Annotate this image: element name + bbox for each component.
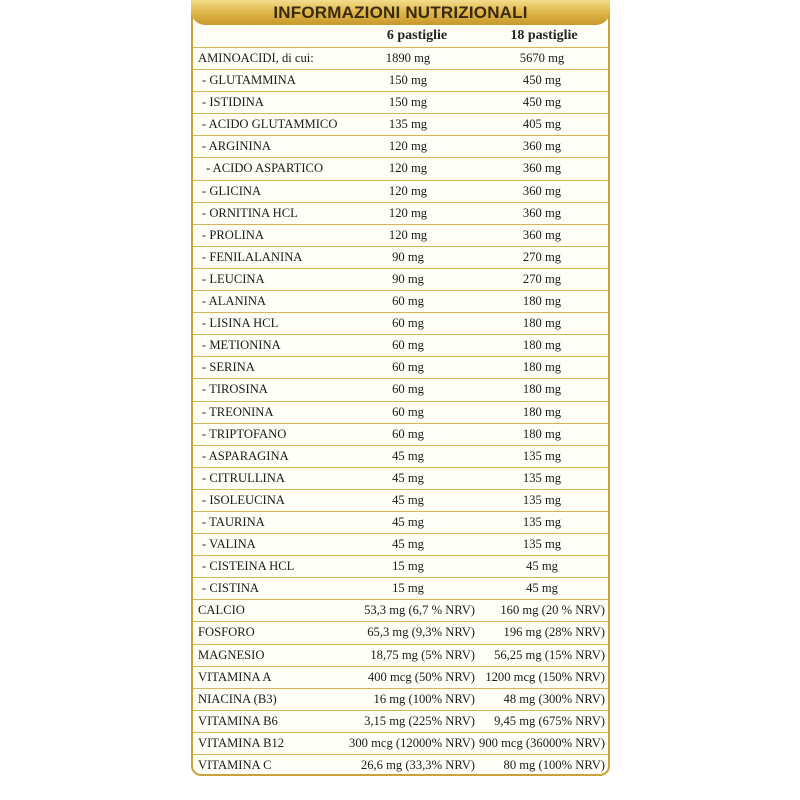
nutrient-name: - TREONINA [202,404,274,419]
table-row [193,47,608,69]
value-6-tablets: 400 mcg (50% NRV) [367,669,475,684]
value-18-tablets: 5670 mg [519,51,565,65]
nutrient-name: - ISTIDINA [202,95,264,110]
nutrient-name: - PROLINA [202,227,264,242]
table-row [193,401,608,423]
nutrient-name: MAGNESIO [198,647,265,662]
value-18-tablets: 45 mg [526,581,558,596]
value-6-tablets: 18,75 mg (5% NRV) [370,647,475,662]
table-row [193,268,608,290]
value-18-tablets: 360 mg [522,161,562,176]
table-row [193,312,608,334]
nutrient-name: - LEUCINA [202,271,265,286]
nutrient-name: VITAMINA B12 [198,735,285,750]
nutrient-name: - TRIPTOFANO [202,426,287,441]
value-18-tablets: 270 mg [522,249,562,264]
table-row [193,710,608,732]
value-6-tablets: 60 mg [392,360,424,375]
table-row [193,224,608,246]
nutrient-name: - LISINA HCL [202,316,279,331]
value-18-tablets: 135 mg [522,470,562,485]
nutrient-name: NIACINA (B3) [198,691,277,706]
value-6-tablets: 45 mg [392,448,424,463]
value-18-tablets: 405 mg [522,117,562,132]
nutrition-panel [191,0,610,776]
value-18-tablets: 450 mg [522,95,562,110]
nutrient-name: - VALINA [202,537,256,552]
value-6-tablets: 60 mg [392,426,424,441]
value-6-tablets: 45 mg [392,470,424,485]
nutrient-name: AMINOACIDI, di cui: [198,51,314,65]
value-18-tablets: 360 mg [522,183,562,198]
value-6-tablets: 45 mg [392,514,424,529]
table-row [193,599,608,621]
value-18-tablets: 135 mg [522,514,562,529]
value-6-tablets: 120 mg [388,205,428,220]
nutrient-name: VITAMINA B6 [198,713,278,728]
nutrient-name: - FENILALANINA [202,249,303,264]
table-row [193,577,608,599]
value-6-tablets: 15 mg [392,559,424,574]
table-row [193,113,608,135]
nutrient-name: VITAMINA A [198,669,272,684]
value-6-tablets: 60 mg [392,316,424,331]
table-row [193,378,608,400]
value-18-tablets: 56,25 mg (15% NRV) [494,647,605,662]
table-row [193,202,608,224]
table-row [193,688,608,710]
nutrient-name: - ASPARAGINA [202,448,289,463]
value-6-tablets: 135 mg [388,117,428,132]
value-6-tablets: 120 mg [388,139,428,154]
value-6-tablets: 53,3 mg (6,7 % NRV) [364,603,475,618]
nutrient-name: - ISOLEUCINA [202,492,285,507]
table-row [193,135,608,157]
value-18-tablets: 180 mg [522,382,562,397]
table-row [193,467,608,489]
value-6-tablets: 15 mg [392,581,424,596]
value-6-tablets: 120 mg [388,227,428,242]
table-row [193,621,608,643]
value-6-tablets: 120 mg [388,183,428,198]
value-18-tablets: 180 mg [522,404,562,419]
table-row [193,334,608,356]
table-row [193,533,608,555]
value-6-tablets: 60 mg [392,338,424,353]
value-18-tablets: 360 mg [522,205,562,220]
panel-title: INFORMAZIONI NUTRIZIONALI [191,0,610,25]
nutrient-name: - SERINA [202,360,255,375]
value-6-tablets: 1890 mg [385,51,431,65]
value-18-tablets: 360 mg [522,139,562,154]
value-6-tablets: 60 mg [392,382,424,397]
table-row [193,157,608,179]
value-18-tablets: 180 mg [522,426,562,441]
table-row [193,666,608,688]
value-18-tablets: 80 mg (100% NRV) [503,758,605,772]
value-18-tablets: 45 mg [526,559,558,574]
value-6-tablets: 65,3 mg (9,3% NRV) [367,625,475,640]
table-row [193,91,608,113]
nutrient-name: - ARGININA [202,139,271,154]
nutrient-name: - ACIDO GLUTAMMICO [202,117,338,132]
value-6-tablets: 45 mg [392,537,424,552]
nutrient-name: CALCIO [198,603,245,618]
table-row [193,754,608,776]
column-header-6: 6 pastiglie [386,28,448,43]
value-18-tablets: 180 mg [522,316,562,331]
value-18-tablets: 48 mg (300% NRV) [503,691,605,706]
nutrient-name: - ORNITINA HCL [202,205,298,220]
nutrient-name: - ALANINA [202,294,267,309]
value-18-tablets: 135 mg [522,537,562,552]
value-6-tablets: 90 mg [392,271,424,286]
nutrient-name: - TAURINA [202,514,265,529]
value-18-tablets: 180 mg [522,294,562,309]
value-18-tablets: 135 mg [522,492,562,507]
value-18-tablets: 9,45 mg (675% NRV) [494,713,605,728]
table-row [193,732,608,754]
value-6-tablets: 45 mg [392,492,424,507]
value-6-tablets: 60 mg [392,404,424,419]
value-18-tablets: 900 mcg (36000% NRV) [479,735,605,750]
nutrient-name: VITAMINA C [198,758,272,772]
value-18-tablets: 270 mg [522,271,562,286]
value-18-tablets: 196 mg (28% NRV) [503,625,605,640]
value-6-tablets: 300 mcg (12000% NRV) [349,735,475,750]
table-row [193,69,608,91]
value-6-tablets: 3,15 mg (225% NRV) [364,713,475,728]
table-row [193,445,608,467]
nutrition-table [193,47,608,776]
value-18-tablets: 1200 mcg (150% NRV) [485,669,605,684]
table-row [193,246,608,268]
value-6-tablets: 16 mg (100% NRV) [373,691,475,706]
table-row [193,290,608,312]
table-row [193,423,608,445]
table-row [193,511,608,533]
nutrient-name: - GLUTAMMINA [202,73,296,88]
table-row [193,555,608,577]
value-18-tablets: 135 mg [522,448,562,463]
nutrient-name: FOSFORO [198,625,255,640]
table-row [193,356,608,378]
nutrient-name: - ACIDO ASPARTICO [206,161,324,176]
value-18-tablets: 160 mg (20 % NRV) [500,603,605,618]
table-row [193,644,608,666]
value-6-tablets: 150 mg [388,95,428,110]
value-6-tablets: 60 mg [392,294,424,309]
nutrient-name: - TIROSINA [202,382,268,397]
table-row [193,180,608,202]
value-6-tablets: 90 mg [392,249,424,264]
value-18-tablets: 180 mg [522,360,562,375]
value-6-tablets: 150 mg [388,73,428,88]
nutrient-name: - CISTEINA HCL [202,559,295,574]
value-18-tablets: 450 mg [522,73,562,88]
value-6-tablets: 120 mg [388,161,428,176]
value-18-tablets: 180 mg [522,338,562,353]
table-row [193,489,608,511]
value-6-tablets: 26,6 mg (33,3% NRV) [360,758,475,772]
nutrient-name: - CISTINA [202,581,260,596]
nutrient-name: - GLICINA [202,183,262,198]
value-18-tablets: 360 mg [522,227,562,242]
nutrient-name: - CITRULLINA [202,470,285,485]
nutrient-name: - METIONINA [202,338,281,353]
column-header-18: 18 pastiglie [510,28,578,43]
